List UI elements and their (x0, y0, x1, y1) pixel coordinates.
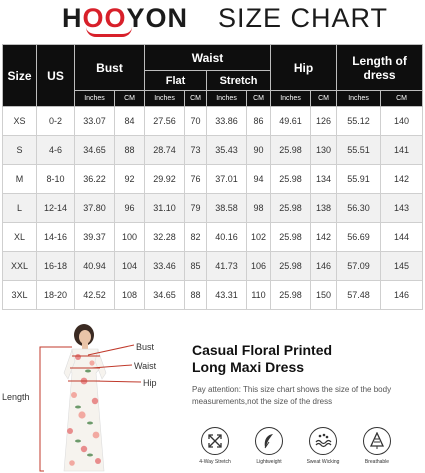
table-cell: 55.51 (337, 136, 381, 165)
tree-breathable-icon (363, 427, 391, 455)
table-cell: 31.10 (145, 194, 185, 223)
unit-header: CM (247, 91, 271, 107)
table-cell: XL (3, 223, 37, 252)
unit-header: CM (381, 91, 423, 107)
header-hip: Hip (271, 45, 337, 91)
table-cell: 32.28 (145, 223, 185, 252)
table-cell: XXL (3, 252, 37, 281)
page-title: SIZE CHART (218, 3, 389, 33)
table-cell: 92 (115, 165, 145, 194)
feature-sweat-wicking (300, 427, 346, 465)
table-row (3, 165, 423, 194)
table-cell: 25.98 (271, 136, 311, 165)
table-cell: 4-6 (37, 136, 75, 165)
unit-header: Inches (145, 91, 185, 107)
table-cell: 57.09 (337, 252, 381, 281)
table-cell: 12-14 (37, 194, 75, 223)
table-cell: S (3, 136, 37, 165)
unit-header: Inches (271, 91, 311, 107)
unit-header: Inches (75, 91, 115, 107)
feather-icon (255, 427, 283, 455)
feature-label: Breathable (364, 459, 390, 465)
feature-icons-row (192, 427, 422, 473)
feature-label: Sweat Wicking (306, 459, 340, 465)
table-cell: 57.48 (337, 281, 381, 310)
measure-label-bust: Bust (136, 342, 155, 352)
product-title-line2: Long Maxi Dress (192, 359, 305, 375)
table-cell: 38.58 (207, 194, 247, 223)
table-cell: 150 (311, 281, 337, 310)
table-cell: 56.30 (337, 194, 381, 223)
table-cell: 142 (311, 223, 337, 252)
table-cell: 140 (381, 107, 423, 136)
feature-stretch (192, 427, 238, 465)
measure-label-length: Length (2, 392, 30, 402)
table-cell: 143 (381, 194, 423, 223)
table-cell: 33.86 (207, 107, 247, 136)
table-cell: 35.43 (207, 136, 247, 165)
dress-right-sleeve (95, 350, 106, 379)
table-cell: 25.98 (271, 252, 311, 281)
table-cell: 104 (115, 252, 145, 281)
table-cell: 37.01 (207, 165, 247, 194)
table-cell: 106 (247, 252, 271, 281)
table-cell: 86 (247, 107, 271, 136)
feature-label: 4-Way Stretch (199, 459, 231, 465)
table-cell: 84 (115, 107, 145, 136)
table-cell: 73 (185, 136, 207, 165)
table-cell: 39.37 (75, 223, 115, 252)
feature-breathable (354, 427, 400, 465)
table-cell: 100 (115, 223, 145, 252)
title-bar (0, 0, 425, 36)
table-cell: 70 (185, 107, 207, 136)
table-cell: 55.91 (337, 165, 381, 194)
table-cell: 29.92 (145, 165, 185, 194)
table-cell: 33.46 (145, 252, 185, 281)
feature-label: Lightweight (256, 459, 282, 465)
table-cell: 18-20 (37, 281, 75, 310)
header-waist: Waist (145, 45, 271, 71)
unit-header: CM (115, 91, 145, 107)
table-cell: 34.65 (75, 136, 115, 165)
table-row (3, 107, 423, 136)
table-cell: 138 (311, 194, 337, 223)
table-cell: 141 (381, 136, 423, 165)
wave-droplets-icon (309, 427, 337, 455)
table-cell: 27.56 (145, 107, 185, 136)
table-cell: 25.98 (271, 194, 311, 223)
table-cell: 108 (115, 281, 145, 310)
product-title (192, 342, 332, 376)
table-cell: 43.31 (207, 281, 247, 310)
table-cell: 130 (311, 136, 337, 165)
table-cell: 88 (185, 281, 207, 310)
table-cell: 16-18 (37, 252, 75, 281)
table-cell: 98 (247, 194, 271, 223)
table-row (3, 281, 423, 310)
header-us: US (37, 45, 75, 107)
unit-header: Inches (337, 91, 381, 107)
brand-letters-oo: OO (82, 3, 127, 33)
table-cell: 56.69 (337, 223, 381, 252)
product-info-panel (0, 323, 425, 473)
table-cell: 40.94 (75, 252, 115, 281)
header-bust: Bust (75, 45, 145, 91)
size-table-body (3, 107, 423, 310)
header-waist-flat: Flat (145, 71, 207, 91)
stretch-arrows-icon (201, 427, 229, 455)
measure-label-waist: Waist (134, 361, 157, 371)
brand-smile-mark (86, 27, 132, 37)
table-cell: 88 (115, 136, 145, 165)
model-face (79, 330, 91, 344)
size-chart-table (2, 44, 423, 310)
unit-header: CM (311, 91, 337, 107)
table-cell: 146 (311, 252, 337, 281)
table-cell: 34.65 (145, 281, 185, 310)
table-cell: 126 (311, 107, 337, 136)
table-cell: XS (3, 107, 37, 136)
table-cell: 25.98 (271, 223, 311, 252)
table-cell: 110 (247, 281, 271, 310)
table-cell: M (3, 165, 37, 194)
table-cell: 40.16 (207, 223, 247, 252)
table-cell: 49.61 (271, 107, 311, 136)
table-cell: 8-10 (37, 165, 75, 194)
measure-label-hip: Hip (143, 378, 157, 388)
product-title-line1: Casual Floral Printed (192, 342, 333, 358)
table-cell: 0-2 (37, 107, 75, 136)
table-cell: 85 (185, 252, 207, 281)
unit-header: Inches (207, 91, 247, 107)
header-size: Size (3, 45, 37, 107)
table-cell: 37.80 (75, 194, 115, 223)
table-cell: 76 (185, 165, 207, 194)
table-cell: 42.52 (75, 281, 115, 310)
table-cell: 142 (381, 165, 423, 194)
table-cell: 25.98 (271, 281, 311, 310)
model-neck (82, 343, 88, 349)
feature-lightweight (246, 427, 292, 465)
table-cell: 33.07 (75, 107, 115, 136)
table-row (3, 252, 423, 281)
table-cell: L (3, 194, 37, 223)
table-cell: 90 (247, 136, 271, 165)
table-cell: 134 (311, 165, 337, 194)
table-cell: 41.73 (207, 252, 247, 281)
table-cell: 96 (115, 194, 145, 223)
table-cell: 146 (381, 281, 423, 310)
unit-header: CM (185, 91, 207, 107)
table-cell: 144 (381, 223, 423, 252)
table-cell: 82 (185, 223, 207, 252)
table-cell: 94 (247, 165, 271, 194)
table-cell: 145 (381, 252, 423, 281)
table-cell: 102 (247, 223, 271, 252)
brand-letters-yon: YON (126, 3, 189, 33)
header-waist-stretch: Stretch (207, 71, 271, 91)
table-cell: 28.74 (145, 136, 185, 165)
table-cell: 3XL (3, 281, 37, 310)
table-cell: 14-16 (37, 223, 75, 252)
table-row (3, 194, 423, 223)
size-attention-note: Pay attention: This size chart shows the size of the body measurements,not the size of the dress (192, 385, 392, 406)
dress-measurement-diagram (0, 323, 180, 473)
brand-letter-h: H (62, 3, 83, 33)
table-cell: 25.98 (271, 165, 311, 194)
table-row (3, 223, 423, 252)
table-cell: 55.12 (337, 107, 381, 136)
header-length: Length of dress (337, 45, 423, 91)
table-cell: 79 (185, 194, 207, 223)
table-cell: 36.22 (75, 165, 115, 194)
table-row (3, 136, 423, 165)
